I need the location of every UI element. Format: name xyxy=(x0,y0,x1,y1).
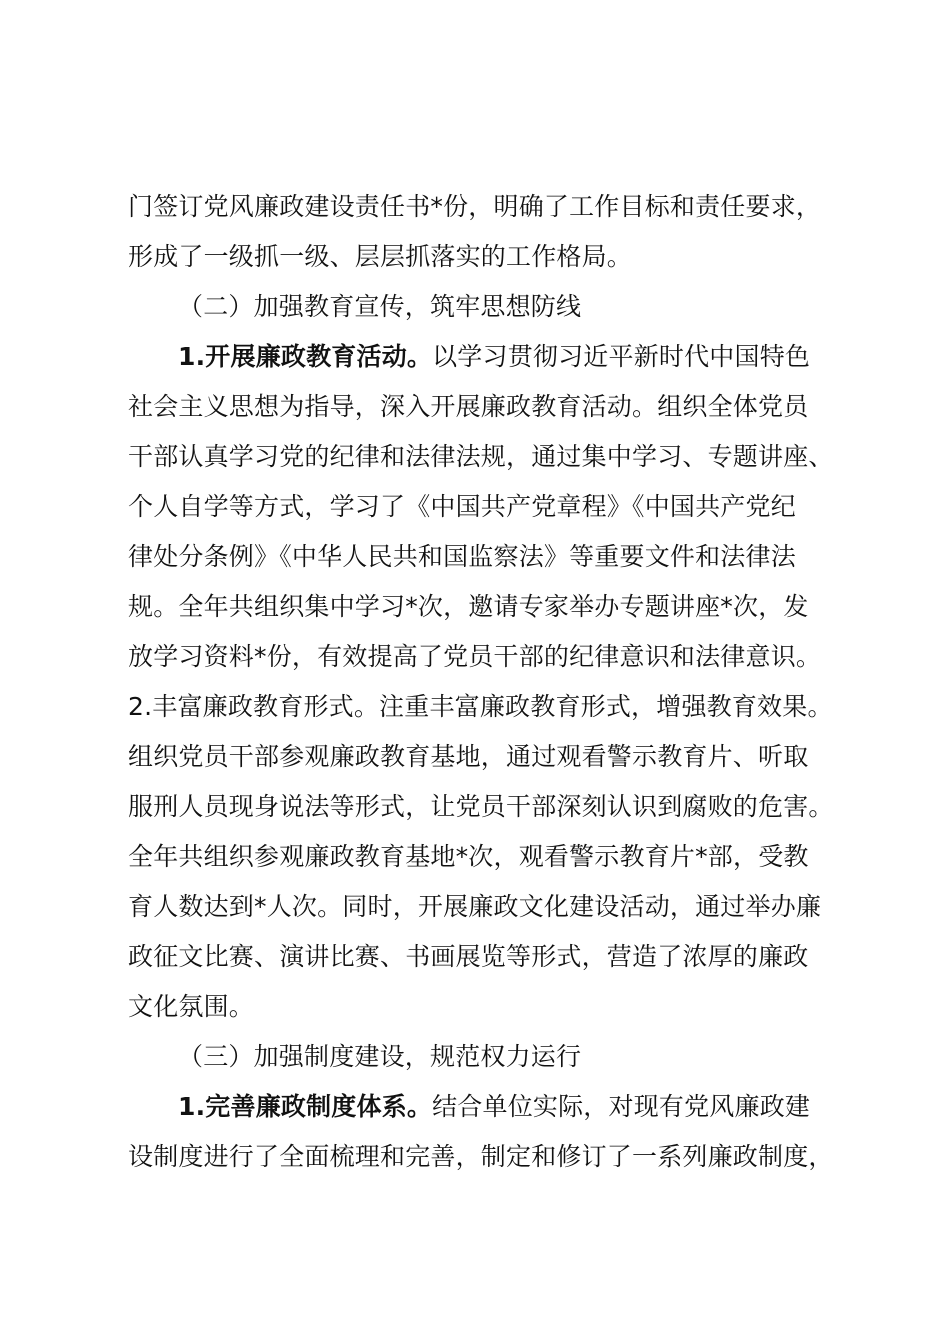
paragraph-line: 个人自学等方式，学习了《中国共产党章程》《中国共产党纪 xyxy=(128,492,796,521)
paragraph-line: 干部认真学习党的纪律和法律法规，通过集中学习、专题讲座、 xyxy=(128,442,834,471)
paragraph-line: 社会主义思想为指导，深入开展廉政教育活动。组织全体党员 xyxy=(128,392,809,421)
subheading-lead: 1.开展廉政教育活动。 xyxy=(178,342,433,371)
paragraph-line: 律处分条例》《中华人民共和国监察法》等重要文件和法律法 xyxy=(128,542,796,571)
paragraph-line: 组织党员干部参观廉政教育基地，通过观看警示教育片、听取 xyxy=(128,742,809,771)
paragraph-line: 设制度进行了全面梳理和完善，制定和修订了一系列廉政制度， xyxy=(128,1142,834,1171)
paragraph-line: 服刑人员现身说法等形式，让党员干部深刻认识到腐败的危害。 xyxy=(128,792,834,821)
paragraph-line: 门签订党风廉政建设责任书*份，明确了工作目标和责任要求， xyxy=(128,192,822,221)
paragraph-text: 结合单位实际，对现有党风廉政建 xyxy=(432,1092,811,1121)
paragraph-line: 2.丰富廉政教育形式。注重丰富廉政教育形式，增强教育效果。 xyxy=(128,692,833,721)
section-heading-2: （二）加强教育宣传，筑牢思想防线 xyxy=(178,292,582,321)
paragraph-line xyxy=(178,1082,810,1132)
paragraph-line: 规。全年共组织集中学习*次，邀请专家举办专题讲座*次，发 xyxy=(128,592,809,621)
paragraph-line: 全年共组织参观廉政教育基地*次，观看警示教育片*部，受教 xyxy=(128,842,809,871)
paragraph-line xyxy=(178,332,810,382)
paragraph-line: 文化氛围。 xyxy=(128,992,255,1021)
paragraph-line: 形成了一级抓一级、层层抓落实的工作格局。 xyxy=(128,242,633,271)
paragraph-line: 政征文比赛、演讲比赛、书画展览等形式，营造了浓厚的廉政 xyxy=(128,942,809,971)
paragraph-line: 放学习资料*份，有效提高了党员干部的纪律意识和法律意识。 xyxy=(128,642,822,671)
subheading-lead: 1.完善廉政制度体系。 xyxy=(178,1092,433,1121)
section-heading-3: （三）加强制度建设，规范权力运行 xyxy=(178,1042,582,1071)
paragraph-line: 育人数达到*人次。同时，开展廉政文化建设活动，通过举办廉 xyxy=(128,892,822,921)
paragraph-text: 以学习贯彻习近平新时代中国特色 xyxy=(432,342,811,371)
